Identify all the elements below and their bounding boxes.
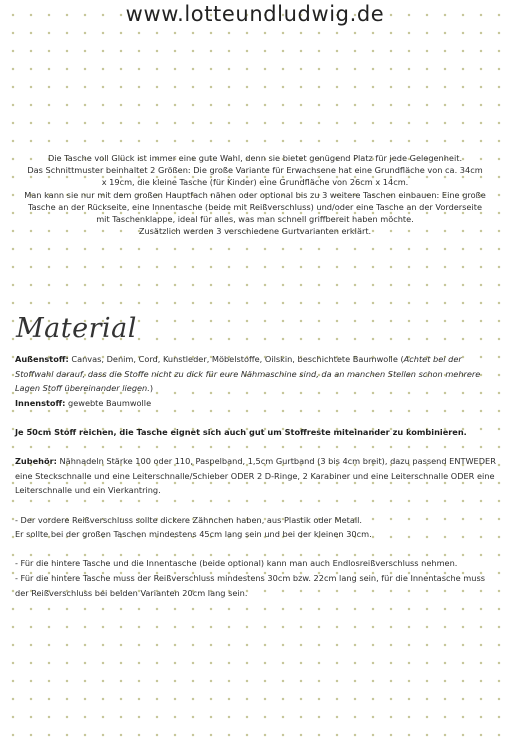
zipper-front-line: Er sollte bei der großen Taschen mindestens 45cm lang sein und bei der kleinen 30cm.: [15, 529, 372, 540]
innenstoff-paragraph: [15, 396, 501, 411]
material-section: [15, 352, 501, 600]
intro-paragraph: Das Schnittmuster beinhaltet 2 Größen: Die große Variante für Erwachsene hat eine Grundfläche von ca. 34cm x 19cm, die kleine Tasche (für Kinder) eine Grundfläche von 26cm x 14cm.: [27, 165, 483, 188]
zipper-front-line: - Der vordere Reißverschluss sollte dickere Zähnchen haben, aus Plastik oder Metall.: [15, 514, 363, 525]
aussenstoff-note: Achtet bei der Stoffwahl darauf, dass die Stoffe nicht zu dick für eure Nähmaschine sind, da an manchen Stellen schon mehrere Lagen Stoff übereinander liegen.: [15, 354, 481, 394]
innenstoff-text: gewebte Baumwolle: [65, 397, 152, 408]
zubehoer-text: Nähnadeln Stärke 100 oder 110, Paspelband, 1,5cm Gurtband (3 bis 4cm breit), dazu passend ENTWEDER eine Steckschnalle und eine Leiterschnalle/Schieber ODER 2 D-Ringe, 2 Karabiner und eine Leiterschnalle ODER eine Leiterschnalle und ein Vierkantring.: [15, 456, 496, 496]
innenstoff-label: Innenstoff:: [15, 397, 66, 408]
aussenstoff-text: Canvas, Denim, Cord, Kunstleder, Möbelstoffe, Oilskin, beschichtete Baumwolle (: [68, 354, 404, 364]
fabric-note: [15, 425, 501, 440]
aussenstoff-label: Außenstoff:: [15, 354, 69, 364]
zipper-back-line: - Für die hintere Tasche und die Innentasche (beide optional) kann man auch Endlosreißverschluss nehmen.: [15, 558, 458, 569]
intro-paragraph: Die Tasche voll Glück ist immer eine gute Wahl, denn sie bietet genügend Platz für jede Gelegenheit.: [47, 153, 463, 163]
intro-paragraph: Zusätzlich werden 3 verschiedene Gurtvarianten erklärt.: [138, 226, 372, 237]
material-heading: Material: [16, 313, 137, 344]
site-title: www.lotteundludwig.de: [125, 2, 385, 26]
intro-paragraph: Man kann sie nur mit dem großen Hauptfach nähen oder optional bis zu 3 weitere Taschen einbauen: Eine große Tasche an der Rückseite, eine Innentasche (beide mit Reißverschluss) und/oder eine Tasche an der Vorderseite mit Taschenklappe, ideal für alles, was man schnell griffbereit haben möchte.: [24, 189, 486, 225]
zubehoer-label: Zubehör:: [15, 456, 57, 467]
aussenstoff-close: ): [149, 383, 154, 394]
fabric-note-text: Je 50cm Stoff reichen, die Tasche eignet sich auch gut um Stoffreste miteinander zu kombinieren.: [15, 426, 467, 437]
aussenstoff-paragraph: [15, 352, 501, 396]
zipper-back-line: - Für die hintere Tasche muss der Reißverschluss mindestens 30cm bzw. 22cm lang sein, für die Innentasche muss der Reißverschluss bei beiden Varianten 20cm lang sein.: [15, 572, 485, 598]
intro-text: [24, 152, 486, 237]
zubehoer-paragraph: [15, 454, 501, 498]
